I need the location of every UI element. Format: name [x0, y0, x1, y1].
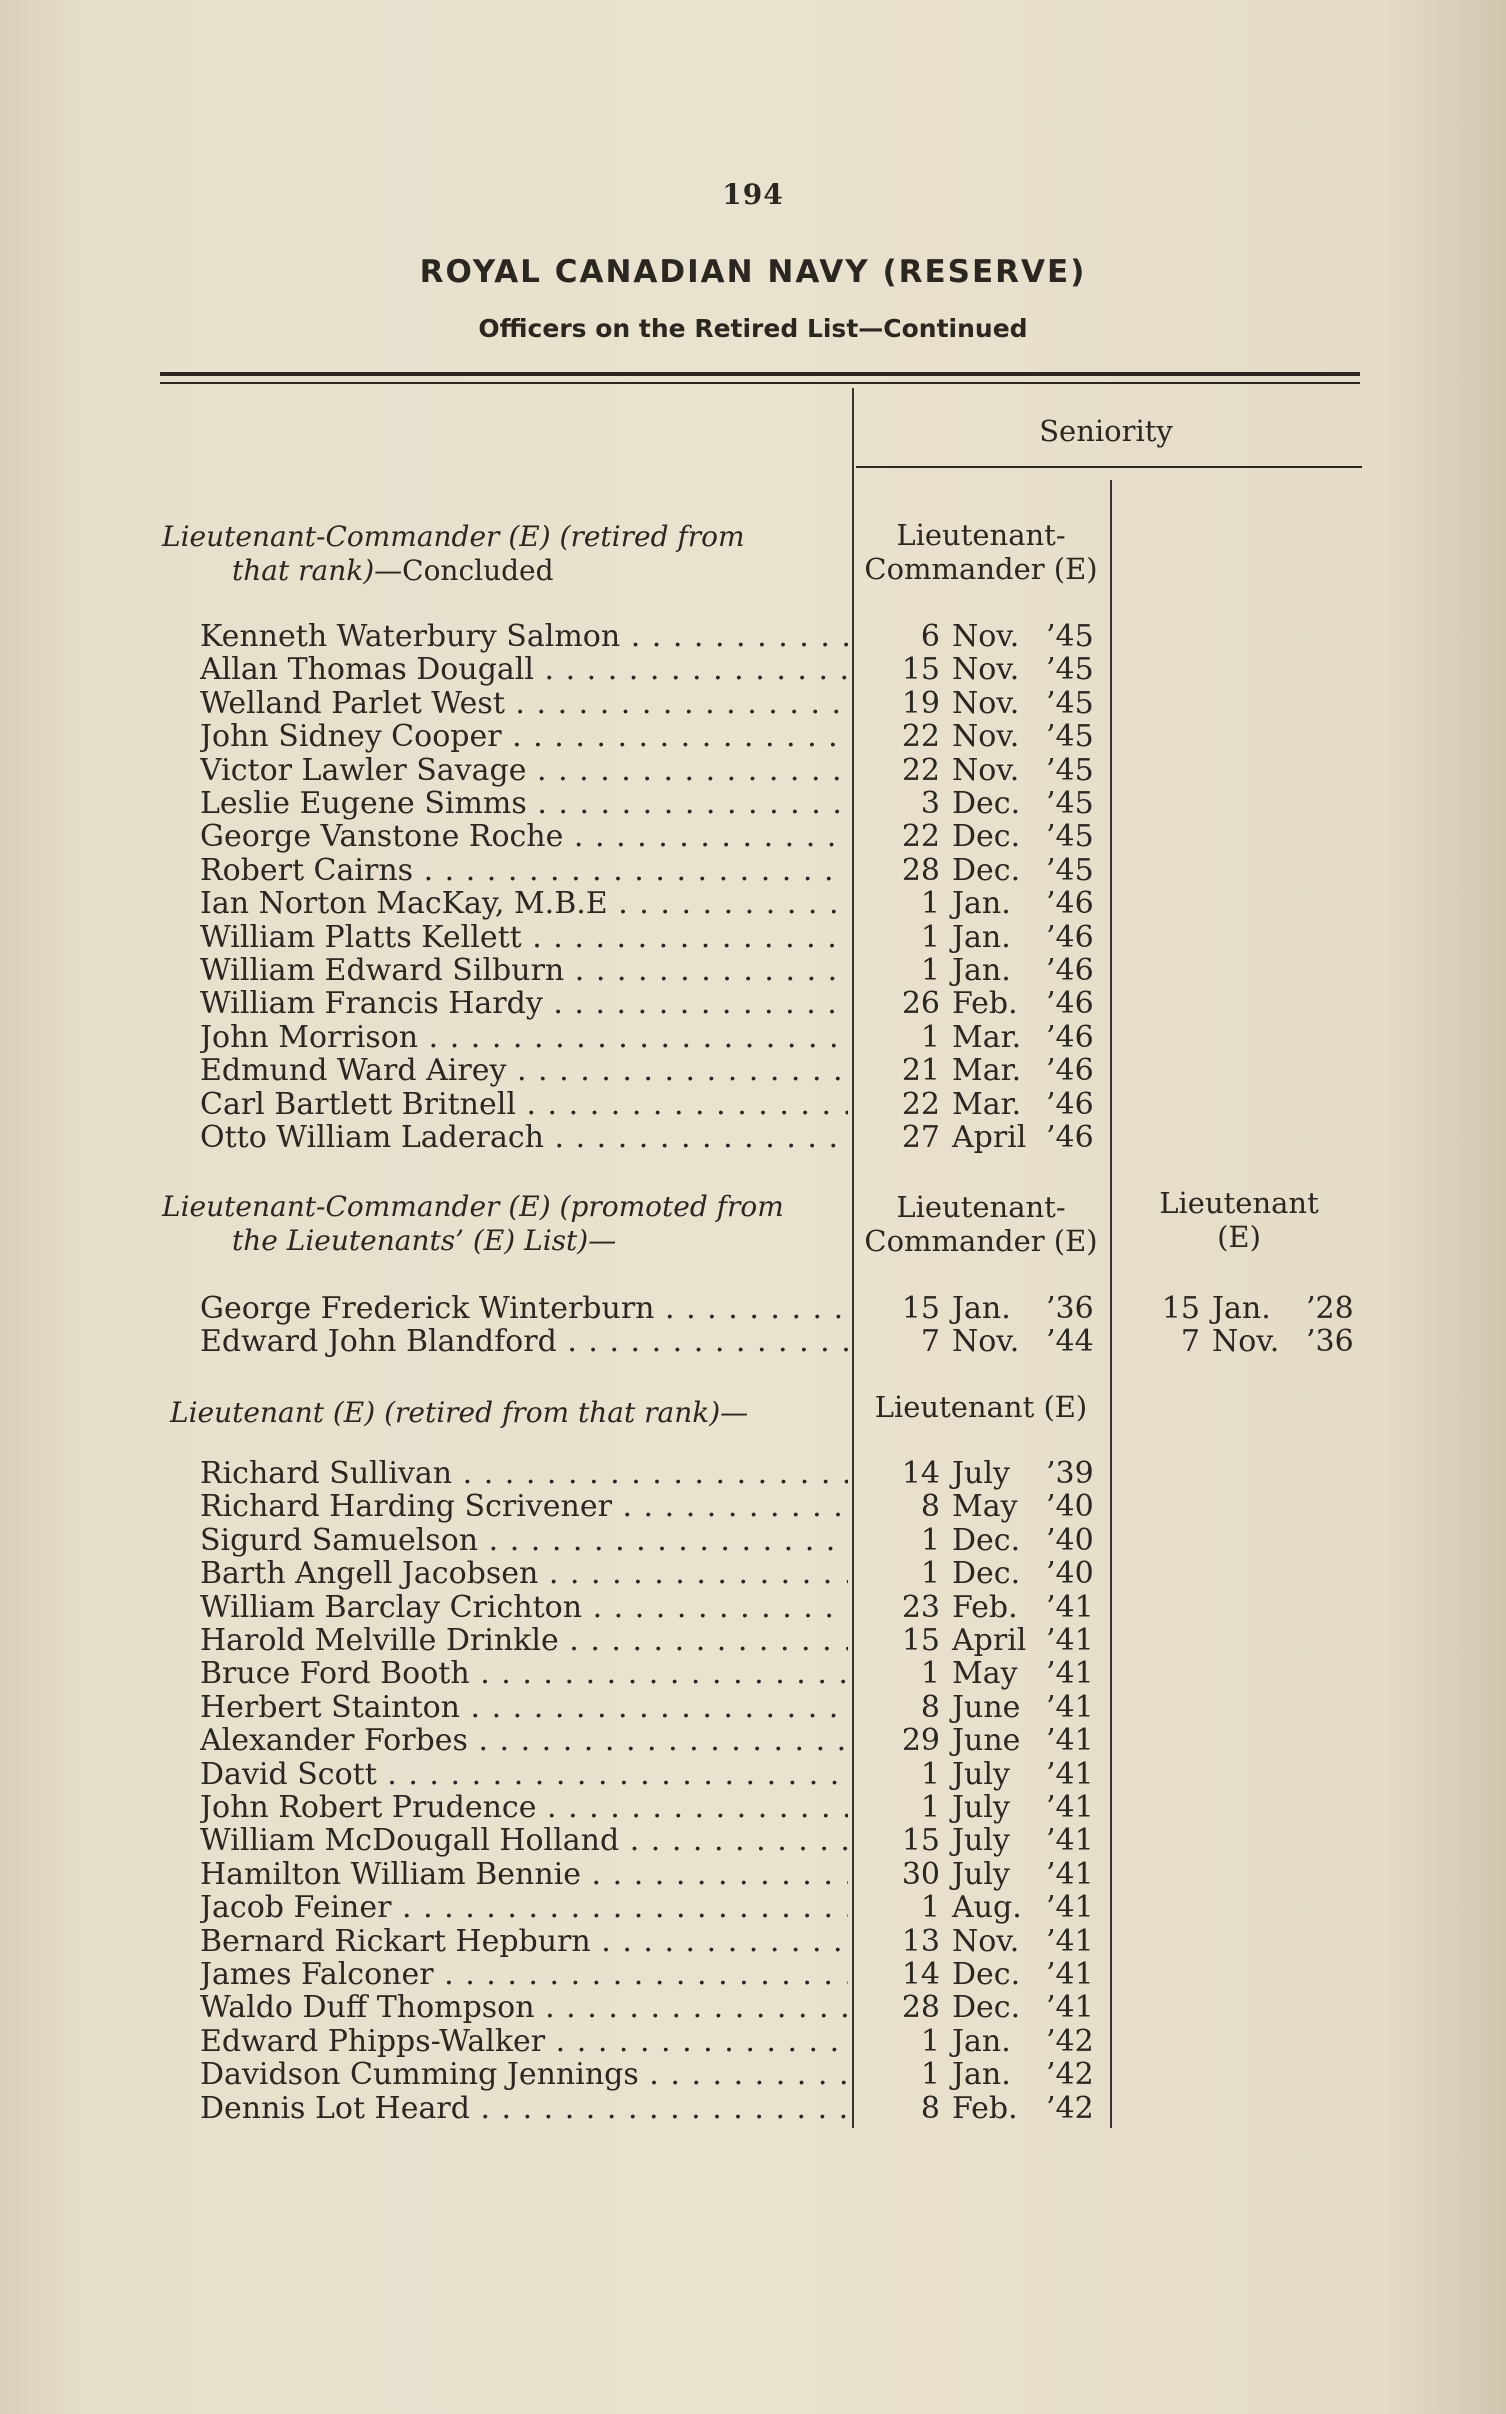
- seniority-date-year: ’46: [1046, 1120, 1094, 1155]
- seniority-date-year: ’39: [1046, 1456, 1094, 1491]
- officer-name-text: George Vanstone Roche: [200, 820, 564, 854]
- officer-name-text: Waldo Duff Thompson: [200, 1991, 535, 2025]
- seniority-date-month: Dec.: [952, 786, 1021, 821]
- officer-name-text: Kenneth Waterbury Salmon: [200, 620, 621, 653]
- seniority-date-day: 22: [901, 719, 940, 755]
- seniority-date-year: ’45: [1046, 786, 1094, 821]
- officer-name-text: William Platts Kellett: [200, 920, 522, 954]
- officer-name-text: James Falconer: [200, 1958, 434, 1991]
- seniority-date-year: ’42: [1046, 2090, 1094, 2126]
- section-heading-1-line2: [162, 554, 852, 588]
- seniority-date-day: 27: [901, 1120, 940, 1155]
- seniority-date-month: May: [952, 1489, 1018, 1525]
- seniority-date-day: 15: [901, 1623, 940, 1658]
- officer-name: [200, 1991, 848, 2024]
- seniority-date-month: July: [952, 1456, 1010, 1491]
- seniority-date-day: 1: [920, 953, 940, 988]
- officer-name: [200, 620, 848, 653]
- seniority-date-day: 6: [920, 619, 940, 654]
- lieutenant-seniority-date-day: 15: [1161, 1291, 1200, 1326]
- lieutenant-seniority-date-month: Nov.: [1212, 1324, 1280, 1360]
- seniority-date-month: Aug.: [952, 1890, 1022, 1926]
- officer-name-text: Edmund Ward Airey: [200, 1054, 507, 1088]
- officer-name-text: Carl Bartlett Britnell: [200, 1087, 516, 1121]
- officer-name: [200, 1121, 848, 1154]
- seniority-date-month: Dec.: [952, 1990, 1021, 2026]
- officer-name: [200, 887, 848, 920]
- seniority-date-year: ’45: [1046, 819, 1094, 855]
- seniority-rule: [856, 466, 1362, 468]
- seniority-date-day: 29: [901, 1723, 940, 1759]
- seniority-date-year: ’41: [1046, 1856, 1094, 1892]
- seniority-date-day: 23: [901, 1589, 940, 1625]
- seniority-date-day: 1: [920, 2023, 940, 2059]
- officer-name-text: Edward Phipps-Walker: [200, 2024, 546, 2058]
- seniority-date-month: Nov.: [952, 752, 1020, 788]
- seniority-date-year: ’45: [1046, 652, 1094, 688]
- seniority-date-month: Feb.: [952, 2090, 1018, 2126]
- page-subtitle: Officers on the Retired List—Continued: [478, 314, 1028, 343]
- officer-name-text: Herbert Stainton: [200, 1690, 460, 1724]
- officer-name: [200, 1724, 848, 1757]
- officer-name-text: George Frederick Winterburn: [200, 1292, 655, 1325]
- section-heading-1-line1: Lieutenant-Commander (E) (retired from: [162, 520, 745, 553]
- section-heading-1: [162, 520, 852, 588]
- seniority-date-year: ’46: [1046, 953, 1094, 988]
- seniority-date-month: Jan.: [952, 2057, 1011, 2093]
- officer-name-text: Jacob Feiner: [200, 1891, 392, 1925]
- seniority-date-year: ’40: [1046, 1522, 1094, 1558]
- officer-name: [200, 2025, 848, 2058]
- seniority-date-month: July: [952, 1856, 1010, 1892]
- seniority-date-day: 1: [920, 1790, 940, 1825]
- seniority-date-day: 1: [920, 1522, 940, 1558]
- seniority-date-day: 1: [920, 919, 940, 955]
- seniority-date-day: 22: [901, 1086, 940, 1122]
- seniority-date-day: 14: [901, 1456, 940, 1491]
- seniority-date-month: July: [952, 1756, 1010, 1792]
- section-heading-2-line2: the Lieutenants’ (E) List)—: [232, 1224, 617, 1257]
- seniority-date-day: 15: [901, 652, 940, 688]
- seniority-date-month: Jan.: [952, 1291, 1011, 1326]
- officer-name-text: John Sidney Cooper: [200, 720, 502, 754]
- header-rule-thick: [160, 372, 1360, 376]
- seniority-date-year: ’41: [1046, 1957, 1094, 1992]
- seniority-date-month: Nov.: [952, 719, 1020, 755]
- seniority-date-year: ’41: [1046, 1823, 1094, 1859]
- seniority-date-day: 21: [901, 1053, 940, 1089]
- seniority-date-year: ’46: [1046, 919, 1094, 955]
- section-heading-1-plain: —Concluded: [374, 554, 554, 587]
- officer-name-text: Richard Harding Scrivener: [200, 1490, 612, 1524]
- officer-name: [200, 1657, 848, 1690]
- seniority-date-day: 30: [901, 1856, 940, 1892]
- seniority-date-year: ’40: [1046, 1489, 1094, 1525]
- officer-name: [200, 687, 848, 720]
- column-divider-inner: [1110, 480, 1112, 2128]
- seniority-date-year: ’46: [1046, 886, 1094, 922]
- officer-name: [200, 1824, 848, 1857]
- seniority-date-month: July: [952, 1823, 1010, 1859]
- seniority-heading: Seniority: [1039, 414, 1173, 448]
- officer-name-text: Ian Norton MacKay, M.B.E: [200, 887, 608, 921]
- section-1-col1-heading-line2: Commander (E): [864, 552, 1098, 586]
- officer-name: [200, 787, 848, 820]
- seniority-date-day: 26: [901, 986, 940, 1022]
- seniority-date-month: April: [952, 1120, 1027, 1155]
- section-heading-2-line1: Lieutenant-Commander (E) (promoted from: [162, 1190, 784, 1223]
- officer-name-text: Edward John Blandford: [200, 1325, 557, 1359]
- officer-name: [200, 1891, 848, 1924]
- officer-name: [200, 1325, 848, 1358]
- section-2-col2-heading: [1114, 1186, 1364, 1254]
- seniority-date-day: 1: [920, 886, 940, 922]
- seniority-date-day: 1: [920, 1656, 940, 1692]
- seniority-date-day: 1: [920, 1890, 940, 1926]
- seniority-date-month: June: [952, 1723, 1021, 1759]
- section-heading-2: [162, 1190, 852, 1258]
- seniority-date-month: Feb.: [952, 1589, 1018, 1625]
- seniority-date-day: 1: [920, 1556, 940, 1592]
- section-2-col1-heading: [856, 1190, 1106, 1258]
- section-3-col1-heading-line1: Lieutenant (E): [874, 1390, 1088, 1424]
- seniority-date-year: ’45: [1046, 685, 1094, 721]
- seniority-date-day: 1: [920, 1019, 940, 1055]
- officer-name-text: Hamilton William Bennie: [200, 1857, 582, 1891]
- section-3-col1-heading: [856, 1390, 1106, 1424]
- officer-name: [200, 1557, 848, 1590]
- officer-name: [200, 754, 848, 787]
- seniority-date-year: ’41: [1046, 1990, 1094, 2026]
- officer-name: [200, 1490, 848, 1523]
- seniority-date-month: Nov.: [952, 652, 1020, 688]
- seniority-date-day: 15: [901, 1823, 940, 1859]
- section-heading-1-italic: that rank): [232, 554, 375, 587]
- seniority-date-day: 1: [920, 2057, 940, 2093]
- seniority-date-year: ’41: [1046, 1689, 1094, 1725]
- officer-name: [200, 954, 848, 987]
- officer-name-text: Sigurd Samuelson: [200, 1523, 479, 1557]
- seniority-date-month: July: [952, 1790, 1010, 1825]
- officer-name: [200, 1054, 848, 1087]
- officer-name: [200, 2092, 848, 2125]
- officer-name: [200, 1524, 848, 1557]
- seniority-date-month: Mar.: [952, 1053, 1022, 1089]
- officer-name: [200, 1021, 848, 1054]
- seniority-date-day: 22: [901, 752, 940, 788]
- officer-name-text: Welland Parlet West: [200, 686, 505, 720]
- seniority-date-month: Feb.: [952, 986, 1018, 1022]
- seniority-date-day: 1: [920, 1756, 940, 1792]
- seniority-date-day: 22: [901, 819, 940, 855]
- seniority-date-month: Dec.: [952, 819, 1021, 855]
- section-1-col1-heading-line1: Lieutenant-: [896, 518, 1066, 552]
- seniority-date-month: Dec.: [952, 1522, 1021, 1558]
- seniority-date-day: 3: [920, 786, 940, 821]
- officer-name-text: William McDougall Holland: [200, 1824, 620, 1858]
- officer-name-text: Otto William Laderach: [200, 1121, 544, 1154]
- seniority-date-day: 8: [920, 2090, 940, 2126]
- seniority-date-month: Nov.: [952, 685, 1020, 721]
- officer-name-text: Bernard Rickart Hepburn: [200, 1924, 591, 1958]
- seniority-date-month: Jan.: [952, 2023, 1011, 2059]
- officer-name: [200, 720, 848, 753]
- seniority-date-month: May: [952, 1656, 1018, 1692]
- column-divider-main: [852, 388, 854, 2128]
- officer-name-text: Barth Angell Jacobsen: [200, 1557, 539, 1591]
- officer-name-text: Victor Lawler Savage: [200, 753, 527, 787]
- officer-name-text: Alexander Forbes: [200, 1724, 468, 1758]
- officer-name-text: John Robert Prudence: [200, 1791, 537, 1824]
- seniority-date-year: ’40: [1046, 1556, 1094, 1592]
- officer-name: [200, 1858, 848, 1891]
- seniority-date-month: Dec.: [952, 852, 1021, 888]
- officer-name: [200, 1691, 848, 1724]
- seniority-date-year: ’42: [1046, 2023, 1094, 2059]
- seniority-date-month: June: [952, 1689, 1021, 1725]
- section-2-col1-heading-line1: Lieutenant-: [896, 1190, 1066, 1224]
- officer-name-text: William Francis Hardy: [200, 987, 543, 1021]
- header-rule-thin: [160, 382, 1360, 384]
- officer-name-text: Richard Sullivan: [200, 1457, 453, 1490]
- section-2-col1-heading-line2: Commander (E): [864, 1224, 1098, 1258]
- officer-name-text: Allan Thomas Dougall: [200, 653, 534, 687]
- seniority-date-year: ’41: [1046, 1656, 1094, 1692]
- seniority-date-year: ’41: [1046, 1623, 1094, 1658]
- seniority-date-month: Dec.: [952, 1957, 1021, 1992]
- seniority-date-day: 19: [901, 685, 940, 721]
- seniority-date-year: ’44: [1046, 1324, 1094, 1360]
- seniority-date-month: Mar.: [952, 1019, 1022, 1055]
- officer-name: [200, 1624, 848, 1657]
- seniority-date-year: ’45: [1046, 719, 1094, 755]
- officer-name: [200, 653, 848, 686]
- seniority-date-year: ’46: [1046, 1053, 1094, 1089]
- officer-name: [200, 1758, 848, 1791]
- section-heading-3-line1: Lieutenant (E) (retired from that rank)—: [170, 1396, 749, 1429]
- seniority-date-day: 8: [920, 1489, 940, 1525]
- lieutenant-seniority-date-year: ’28: [1306, 1291, 1354, 1326]
- seniority-date-year: ’45: [1046, 852, 1094, 888]
- officer-name-text: David Scott: [200, 1757, 377, 1791]
- seniority-date-month: Nov.: [952, 1923, 1020, 1959]
- officer-name: [200, 854, 848, 887]
- lieutenant-seniority-date-day: 7: [1180, 1324, 1200, 1360]
- seniority-date-year: ’36: [1046, 1291, 1094, 1326]
- section-2-col2-heading-line2: (E): [1217, 1220, 1261, 1254]
- page-number: 194: [722, 178, 784, 211]
- page-title: ROYAL CANADIAN NAVY (RESERVE): [419, 254, 1087, 290]
- seniority-date-month: Mar.: [952, 1086, 1022, 1122]
- officer-name: [200, 2058, 848, 2091]
- officer-name: [200, 1591, 848, 1624]
- officer-name: [200, 987, 848, 1020]
- officer-name-text: Robert Cairns: [200, 853, 414, 887]
- seniority-date-day: 8: [920, 1689, 940, 1725]
- officer-name-text: John Morrison: [200, 1020, 419, 1054]
- officer-name: [200, 1958, 848, 1991]
- officer-name-text: William Barclay Crichton: [200, 1590, 583, 1624]
- seniority-date-day: 28: [901, 1990, 940, 2026]
- seniority-date-year: ’41: [1046, 1890, 1094, 1926]
- seniority-date-year: ’45: [1046, 752, 1094, 788]
- lieutenant-seniority-date-year: ’36: [1306, 1324, 1354, 1360]
- officer-name: [200, 1791, 848, 1824]
- section-2-col2-heading-line1: Lieutenant: [1159, 1186, 1319, 1220]
- seniority-date-day: 15: [901, 1291, 940, 1326]
- officer-name-text: William Edward Silburn: [200, 954, 565, 987]
- seniority-date-year: ’41: [1046, 1923, 1094, 1959]
- seniority-date-day: 7: [920, 1324, 940, 1360]
- officer-name: [200, 1088, 848, 1121]
- seniority-date-year: ’46: [1046, 1019, 1094, 1055]
- section-heading-3: [170, 1396, 860, 1430]
- seniority-date-month: Jan.: [952, 886, 1011, 922]
- seniority-date-month: Nov.: [952, 619, 1020, 654]
- seniority-date-day: 14: [901, 1957, 940, 1992]
- seniority-date-year: ’46: [1046, 1086, 1094, 1122]
- seniority-date-day: 13: [901, 1923, 940, 1959]
- officer-name-text: Bruce Ford Booth: [200, 1657, 470, 1691]
- officer-name: [200, 1292, 848, 1325]
- seniority-date-year: ’41: [1046, 1723, 1094, 1759]
- seniority-date-year: ’41: [1046, 1589, 1094, 1625]
- seniority-date-year: ’41: [1046, 1756, 1094, 1792]
- officer-name: [200, 820, 848, 853]
- seniority-date-year: ’42: [1046, 2057, 1094, 2093]
- seniority-date-year: ’45: [1046, 619, 1094, 654]
- officer-name-text: Harold Melville Drinkle: [200, 1624, 559, 1657]
- officer-name: [200, 921, 848, 954]
- seniority-date-month: Jan.: [952, 919, 1011, 955]
- seniority-date-day: 28: [901, 852, 940, 888]
- officer-name-text: Davidson Cumming Jennings: [200, 2058, 639, 2092]
- seniority-date-month: April: [952, 1623, 1027, 1658]
- lieutenant-seniority-date-month: Jan.: [1212, 1291, 1271, 1326]
- officer-name-text: Dennis Lot Heard: [200, 2091, 470, 2125]
- officer-name: [200, 1457, 848, 1490]
- seniority-date-year: ’41: [1046, 1790, 1094, 1825]
- section-1-col1-heading: [856, 518, 1106, 586]
- officer-name: [200, 1925, 848, 1958]
- seniority-date-month: Dec.: [952, 1556, 1021, 1592]
- officer-name-text: Leslie Eugene Simms: [200, 787, 527, 820]
- seniority-date-month: Nov.: [952, 1324, 1020, 1360]
- seniority-date-year: ’46: [1046, 986, 1094, 1022]
- seniority-date-month: Jan.: [952, 953, 1011, 988]
